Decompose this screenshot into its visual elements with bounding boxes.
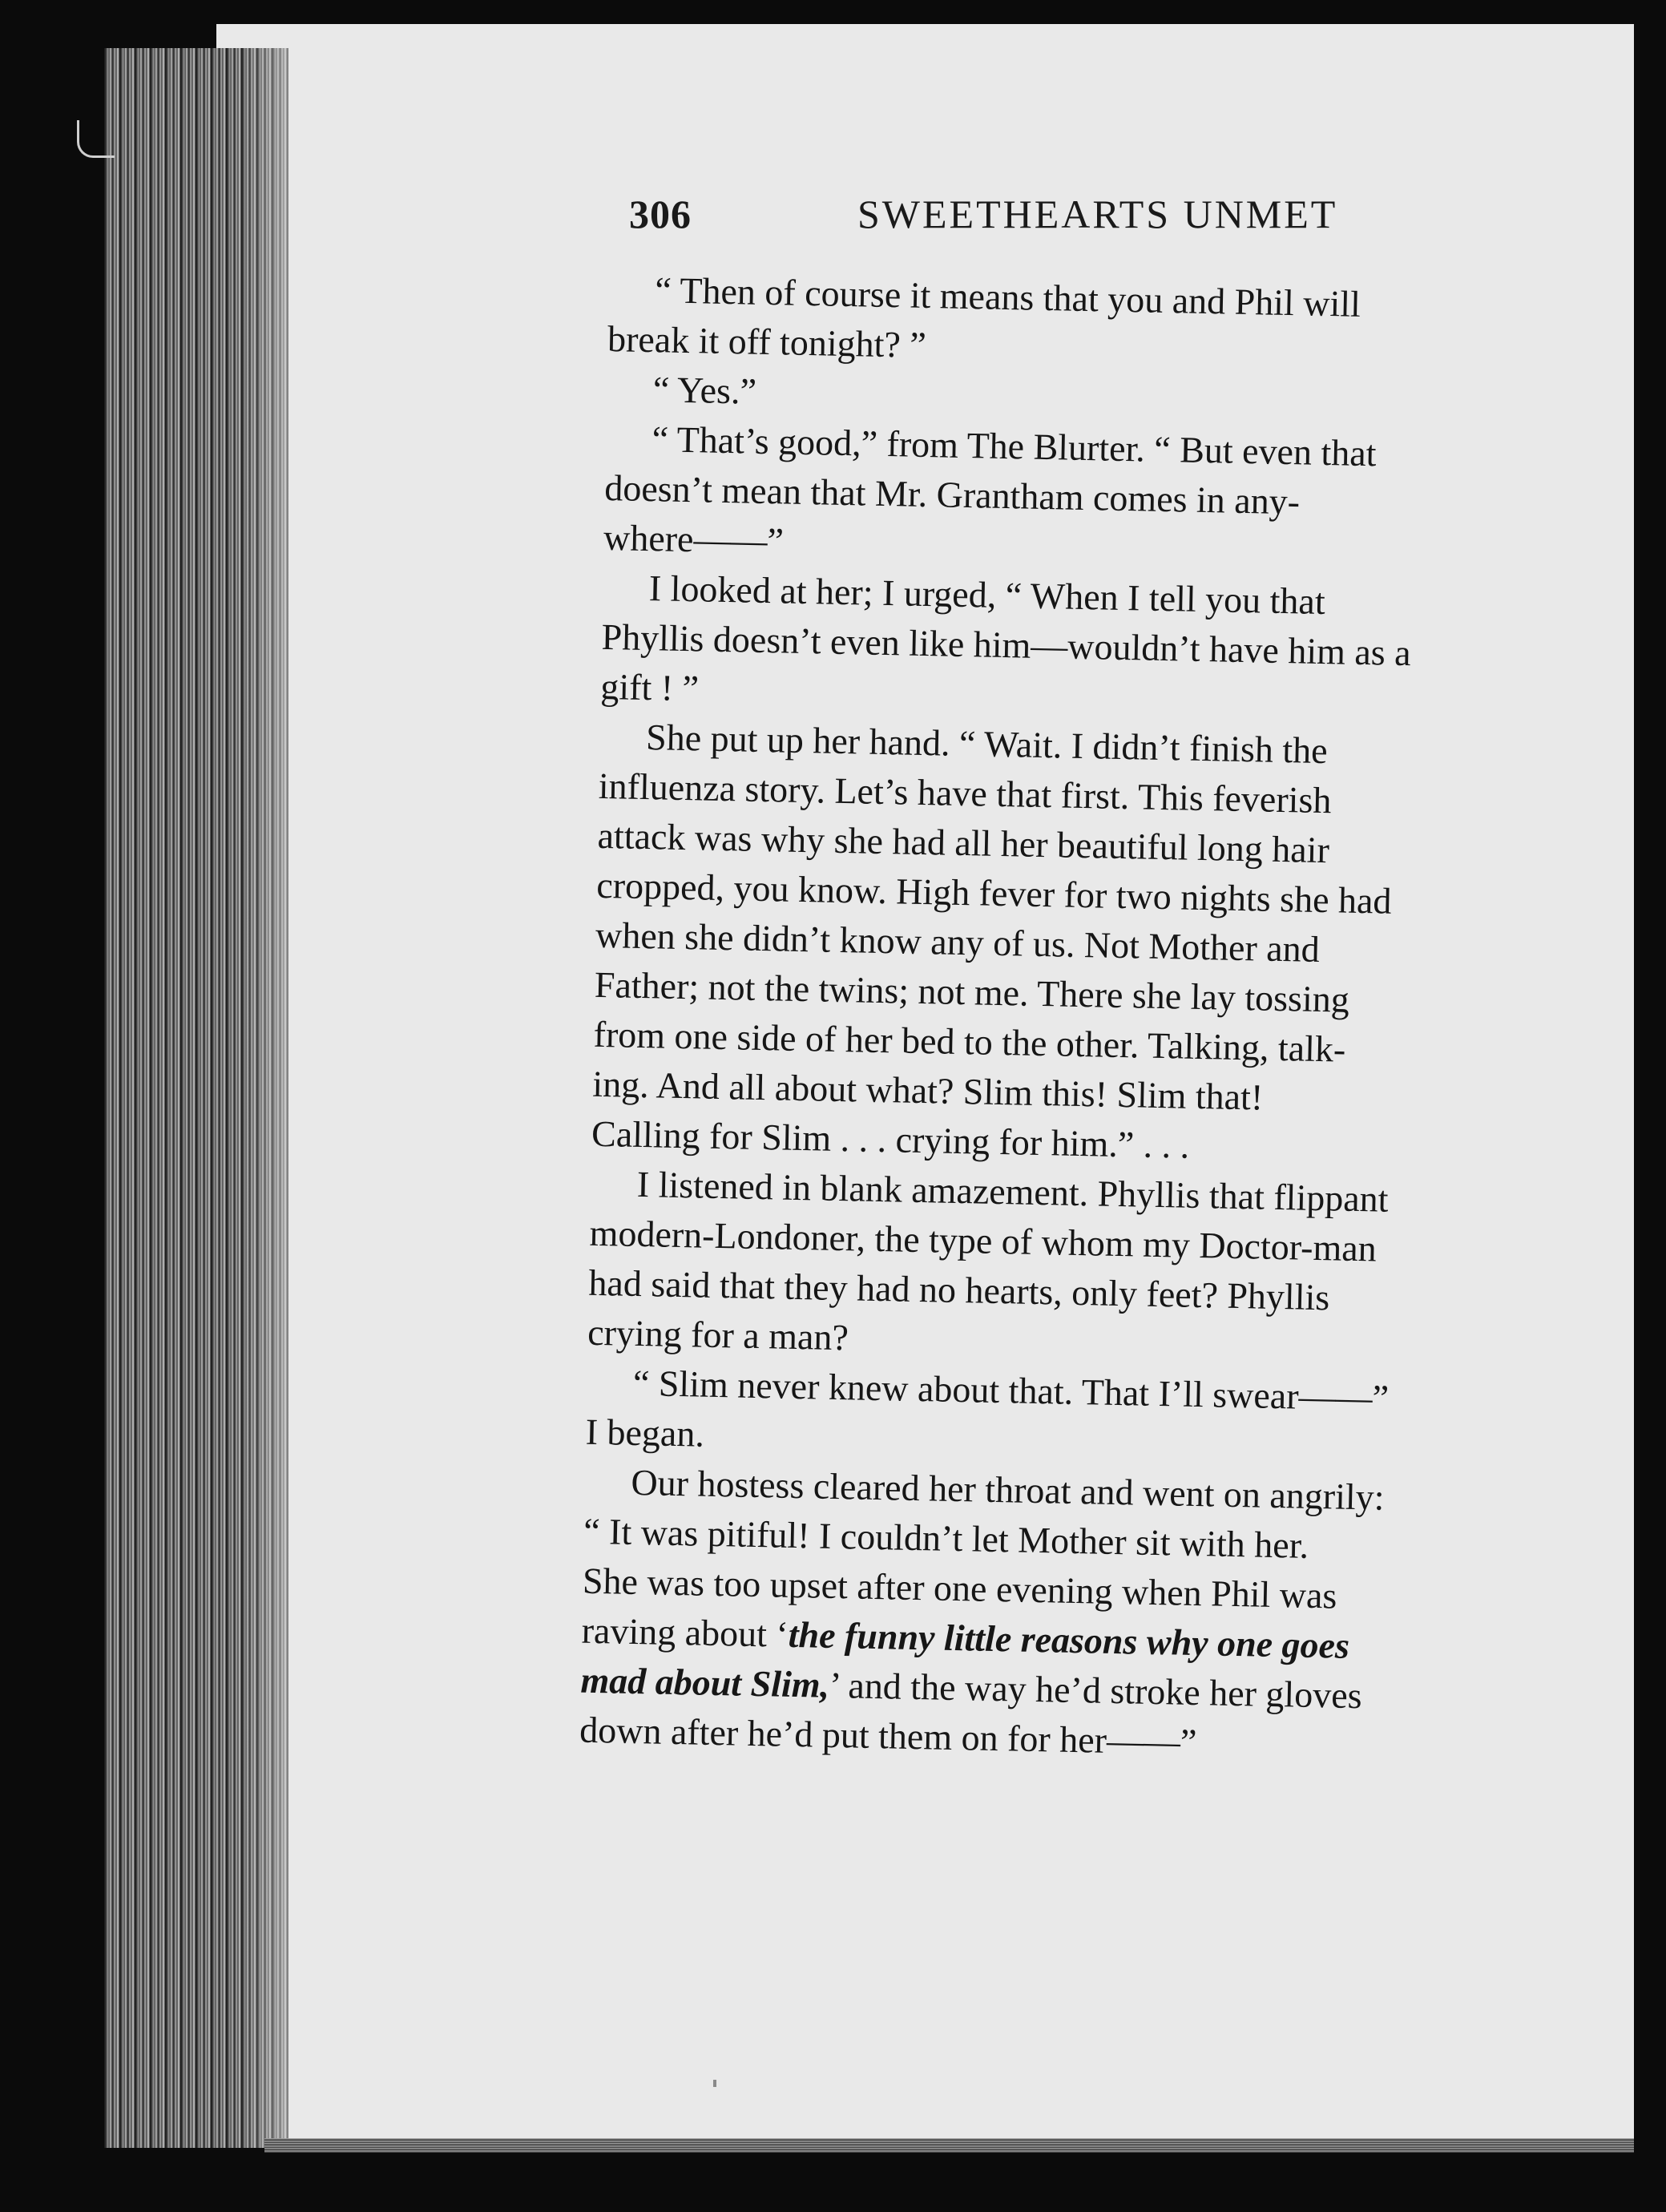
text-line: “ Then of course it means that you and Phil will [654,269,1361,325]
page-header [629,191,1623,247]
text-line: I listened in blank amazement. Phyllis that flippant [636,1163,1389,1220]
text-line: I looked at her; I urged, “ When I tell you that [648,567,1326,623]
text-line: doesn’t mean that Mr. Grantham comes in any- [603,466,1301,523]
text-line: Our hostess cleared her throat and went on angrily: [631,1461,1385,1518]
scan-border [1634,0,1666,2212]
page-edge-fade [240,32,337,2148]
text-line: down after he’d put them on for her——” [579,1709,1197,1763]
text-line: gift ! ” [599,665,700,709]
text-line: She was too upset after one evening when Phil was [582,1560,1337,1617]
text-line: crying for a man? [587,1311,849,1358]
book-bottom-edge [264,2138,1666,2153]
text-line: when she didn’t know any of us. Not Mother and [595,914,1321,970]
text-line: “ Yes.” [652,369,757,412]
running-title: SWEETHEARTS UNMET [857,192,1338,236]
text-line: She put up her hand. “ Wait. I didn’t finish the [645,716,1329,772]
text-line: Phyllis doesn’t even like him—wouldn’t have him as a [601,616,1412,674]
text-line: ing. And all about what? Slim this! Slim that! [591,1063,1264,1118]
corner-mark [77,120,115,158]
italic-quote: mad about Slim, [580,1659,830,1705]
text-line: cropped, you know. High fever for two nights she had [595,864,1392,922]
text-line: modern-Londoner, the type of whom my Doctor-man [589,1212,1378,1269]
text-line: “ It was pitiful! I couldn’t let Mother sit with her. [583,1510,1309,1566]
text-segment: raving about ‘ [581,1609,789,1655]
text-segment: ’ and the way he’d stroke her gloves [829,1664,1363,1717]
text-line: Calling for Slim . . . crying for him.” . . . [591,1112,1190,1166]
text-line: attack was why she had all her beautiful long hair [597,814,1330,871]
text-line: from one side of her bed to the other. Talking, talk- [593,1013,1346,1070]
paper-speck [713,2080,716,2087]
text-line: had said that they had no hearts, only feet? Phyllis [587,1261,1330,1318]
text-line: influenza story. Let’s have that first. This feverish [598,765,1332,821]
text-line: I began. [585,1411,705,1455]
text-line: “ Slim never knew about that. That I’ll swear——” [632,1362,1390,1419]
text-line: break it off tonight? ” [607,317,927,365]
italic-quote: the funny little reasons why one goes [788,1613,1350,1666]
page-number: 306 [629,192,692,236]
text-line: “ That’s good,” from The Blurter. “ But even that [651,418,1378,474]
text-line: Father; not the twins; not me. There she lay tossing [594,963,1350,1020]
body-text [579,264,1627,1775]
text-line: where——” [603,516,785,562]
